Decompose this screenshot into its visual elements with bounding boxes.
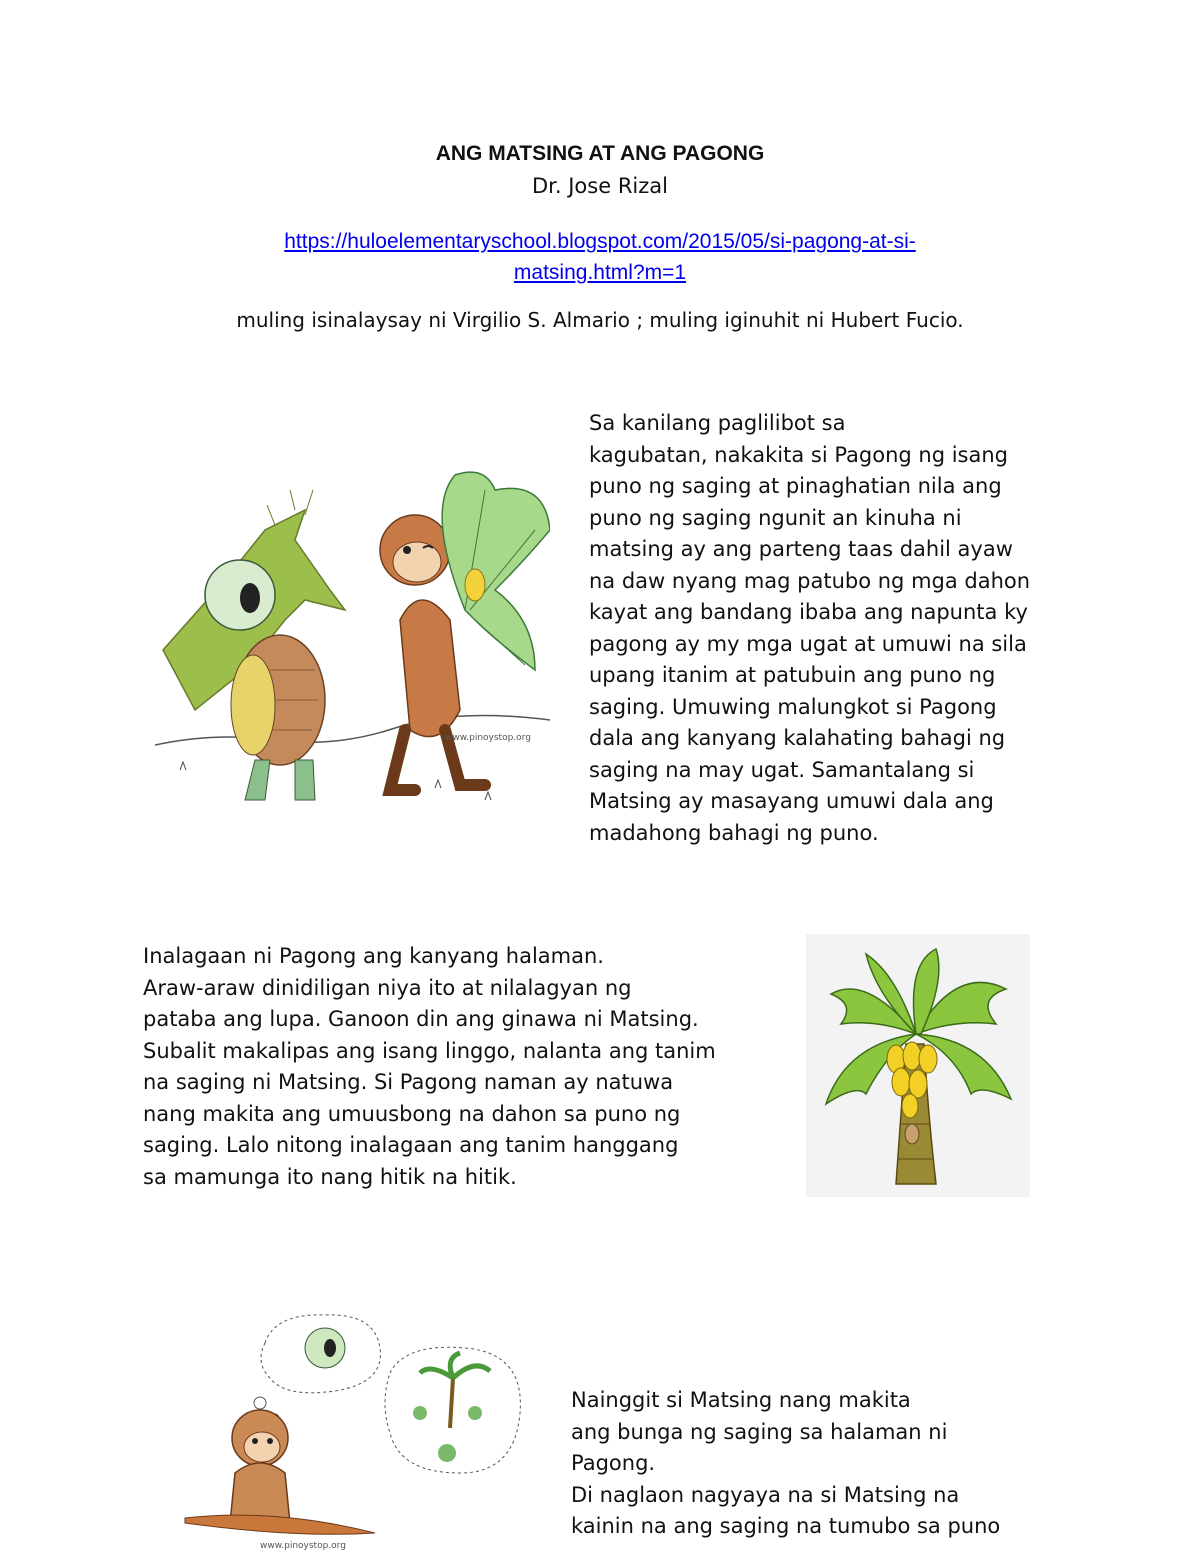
banana-tree-illustration <box>806 934 1030 1197</box>
thinking-monkey-illustration <box>175 1303 540 1553</box>
paragraph-3: Nainggit si Matsing nang makita ang bunga ng saging sa halaman ni Pagong. Di naglaon nagyaya na si Matsing na kainin na ang saging na tumubo sa puno <box>571 1388 1001 1538</box>
paragraph-2: Inalagaan ni Pagong ang kanyang halaman. Araw-araw dinidiligan niya ito at nilalagyan ng pataba ang lupa. Ganoon din ang ginawa ni Matsing. Subalit makalipas ang isang linggo, nalanta ang tanim na saging ni Matsing. Si Pagong naman ay natuwa nang makita ang umuusbong na dahon sa puno ng saging. Lalo nitong inalagaan ang tanim hanggang sa mamunga ito nang hitik na hitik. <box>143 944 716 1189</box>
watermark-1: www.pinoystop.org <box>445 733 531 743</box>
watermark-3: www.pinoystop.org <box>260 1541 346 1551</box>
credits-line: muling isinalaysay ni Virgilio S. Almario ; muling iginuhit ni Hubert Fucio. <box>236 308 964 332</box>
source-link[interactable] <box>150 226 1050 288</box>
document-title: ANG MATSING AT ANG PAGONG <box>435 142 765 165</box>
source-link-line-1[interactable]: https://huloelementaryschool.blogspot.com/2015/05/si-pagong-at-si- <box>284 230 916 253</box>
document-author: Dr. Jose Rizal <box>532 174 668 198</box>
paragraph-1: Sa kanilang paglilibot sa kagubatan, nakakita si Pagong ng isang puno ng saging at pinaghatian nila ang puno ng saging ngunit an kinuha ni matsing ay ang parteng taas dahil ayaw na daw nyang mag patubo ng mga dahon kayat ang bandang ibaba ang napunta ky pagong ay my mga ugat at umuwi na sila upang itanim at patubuin ang puno ng saging. Umuwing malungkot si Pagong dala ang kanyang kalahating bahagi ng saging na may ugat. Samantalang si Matsing ay masayang umuwi dala ang madahong bahagi ng puno. <box>589 411 1031 845</box>
monkey-banana-leaves <box>442 472 550 670</box>
turtle-monkey-illustration <box>155 470 550 850</box>
source-link-line-2[interactable]: matsing.html?m=1 <box>513 261 687 284</box>
thinking-monkey-figure <box>230 1410 290 1531</box>
